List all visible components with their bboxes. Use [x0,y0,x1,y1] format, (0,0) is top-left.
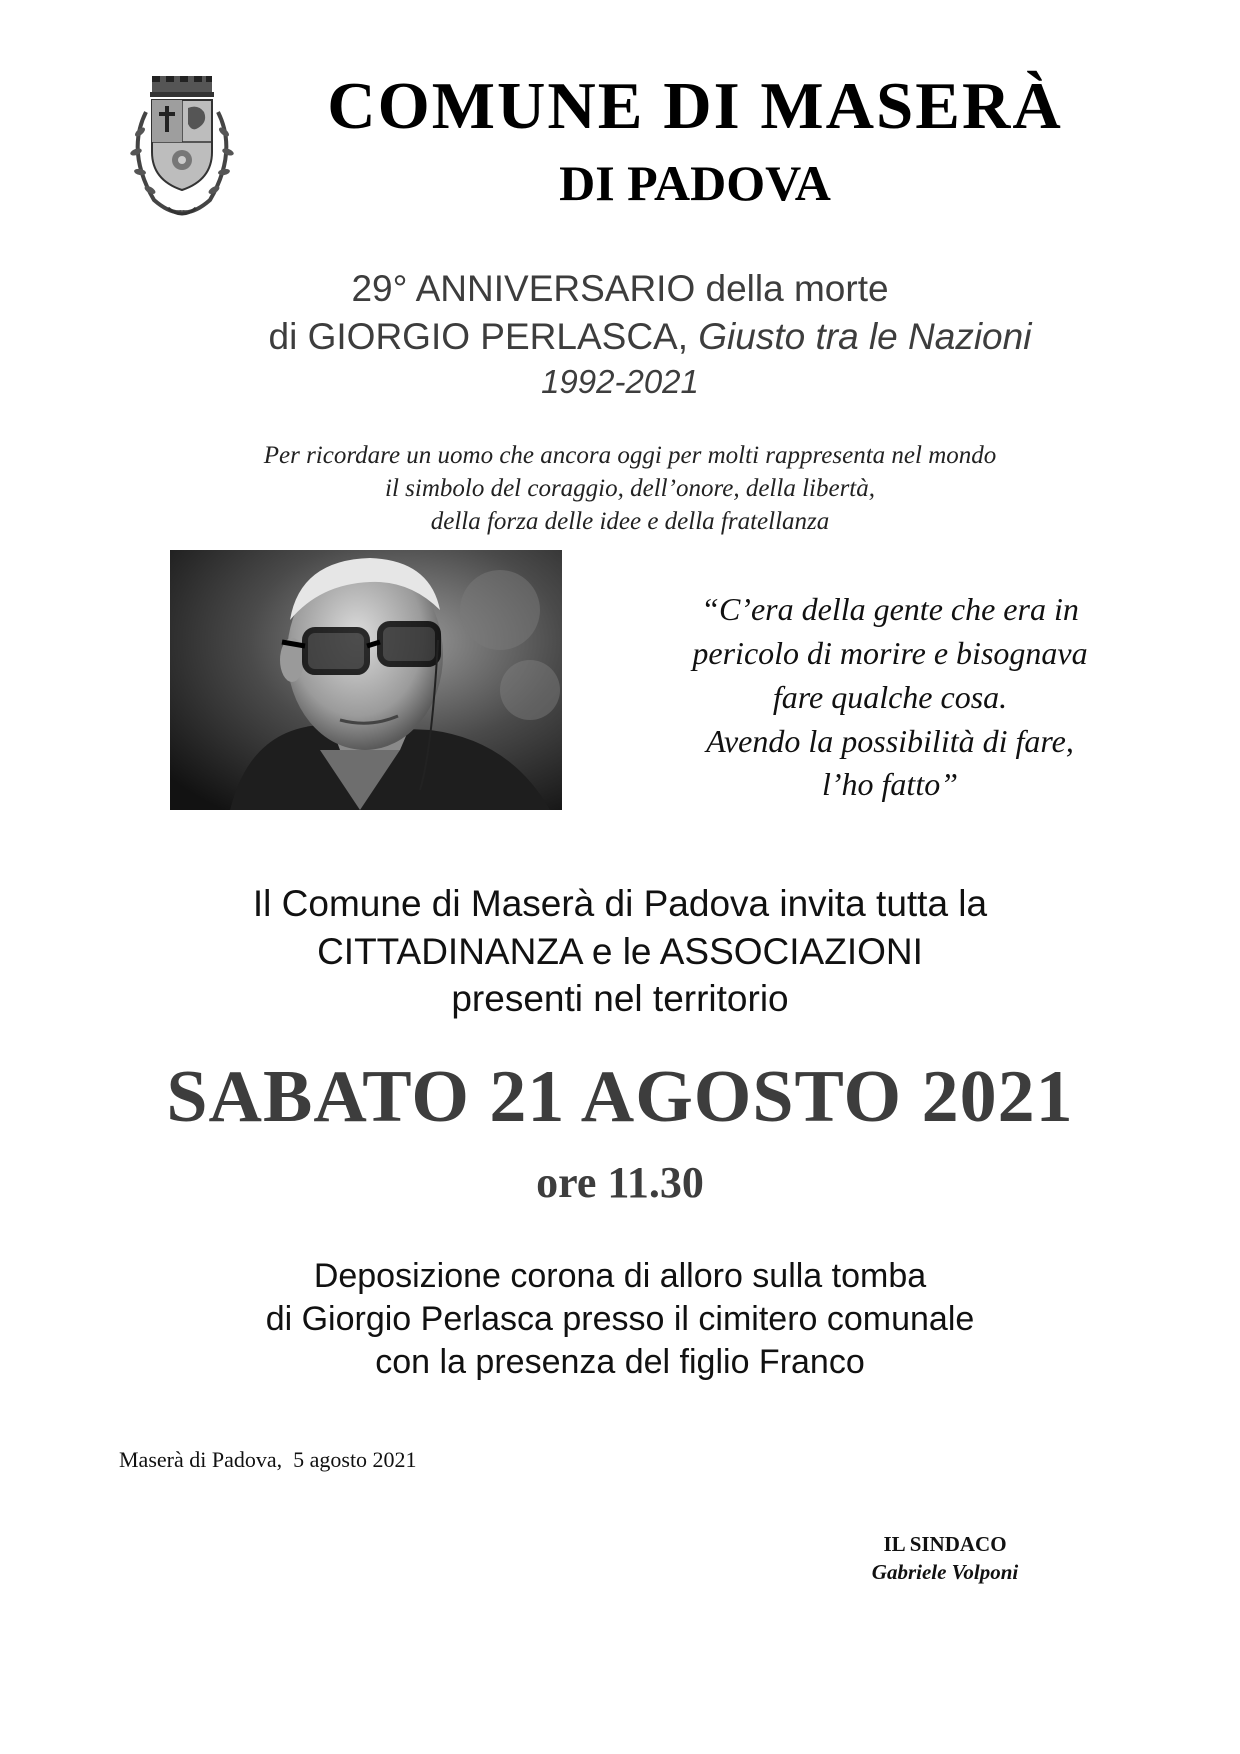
quote-line: pericolo di morire e bisognava [692,635,1088,671]
dedication-line: il simbolo del coraggio, dell’onore, della libertà, [385,475,875,502]
event-date: SABATO 21 AGOSTO 2021 [166,1056,1074,1138]
ceremony-line: Deposizione corona di alloro sulla tomba [313,1257,927,1295]
quote-line: Avendo la possibilità di fare, [706,723,1074,759]
invitation-line: CITTADINANZA e le ASSOCIAZIONI [317,931,923,972]
mayor-name: Gabriele Volponi [871,1560,1019,1584]
anniversary-heading: 29° ANNIVERSARIO della morte [351,268,889,309]
quote-line: fare qualche cosa. [772,679,1008,715]
anniversary-person [30,315,1240,359]
mayor-title: IL SINDACO [883,1532,1007,1556]
anniversary-years: 1992-2021 [541,363,699,400]
invitation-line: presenti nel territorio [451,978,789,1019]
anniversary-person-name: di GIORGIO PERLASCA, [268,316,699,357]
ceremony-line: con la presenza del figlio Franco [375,1343,865,1381]
coat-of-arms-icon [118,72,246,220]
quote-line: “C’era della gente che era in [701,591,1079,627]
quote-line: l’ho fatto” [821,766,958,802]
place-and-date: Maserà di Padova, 5 agosto 2021 [119,1447,417,1472]
dedication-line: della forza delle idee e della fratellanza [430,508,830,535]
invitation-line: Il Comune di Maserà di Padova invita tutta la [252,883,988,924]
portrait-photo [170,550,562,810]
anniversary-honor: Giusto tra le Nazioni [698,316,1032,357]
page-subtitle: DI PADOVA [559,155,831,211]
event-time: ore 11.30 [536,1158,704,1207]
dedication-line: Per ricordare un uomo che ancora oggi per molti rappresenta nel mondo [263,442,997,469]
page-title: COMUNE DI MASERÀ [327,69,1063,143]
ceremony-line: di Giorgio Perlasca presso il cimitero comunale [265,1300,975,1338]
